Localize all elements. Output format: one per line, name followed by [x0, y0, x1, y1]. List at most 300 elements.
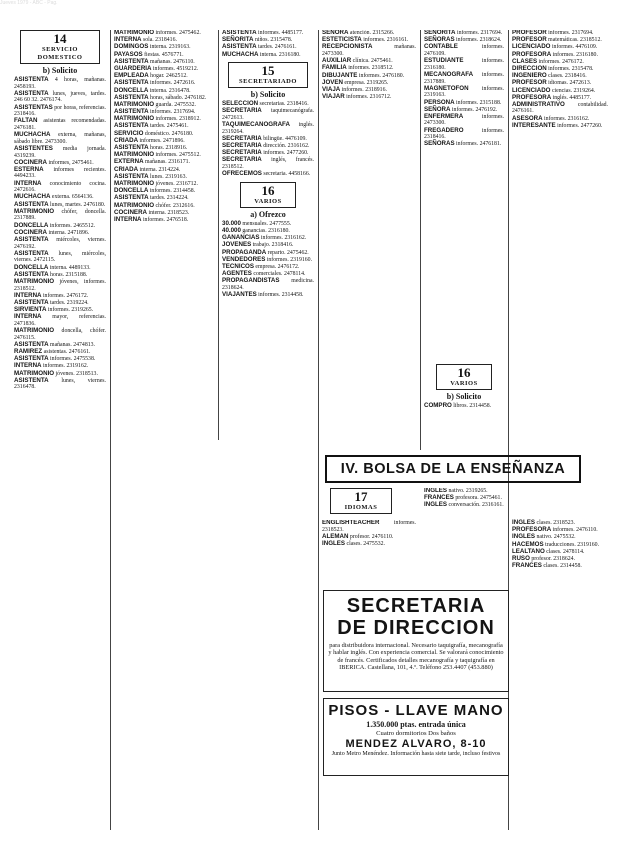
idiomas-ads-left: [322, 520, 416, 582]
ad-text: informes. 2476518.: [141, 216, 189, 223]
ad-text: clínica. 2475461.: [351, 58, 393, 65]
classified-ad: [424, 86, 504, 99]
ad-text: tardes. 2319224.: [48, 299, 89, 306]
ad-text: mañanas. 2474813.: [48, 341, 95, 348]
ad-text: trabajo. 2318416.: [251, 242, 294, 249]
ad-lead-word: ASISTENTA: [14, 249, 49, 257]
ad-text: ciencias. 2319264.: [550, 87, 596, 94]
classified-ad: [512, 123, 608, 130]
column-rule: [218, 30, 219, 440]
ad-text: medicina. 2318624.: [222, 278, 314, 291]
ad-lead-word: ASISTENTA: [114, 93, 149, 101]
ad-lead-word: MUCHACHA: [14, 193, 51, 201]
section-subheading: b) Solicito: [446, 392, 482, 401]
ad-lead-word: SEÑORITA: [222, 36, 254, 44]
ad-lead-word: GANANCIAS: [222, 234, 260, 242]
ad-lead-word: INTERNA: [114, 36, 142, 44]
ad-lead-word: PROFESORA: [512, 526, 552, 534]
ad-lead-word: SECRETARIA: [222, 142, 262, 150]
ad-lead-word: EXTERNA: [114, 158, 144, 166]
pisos-display-ad: [323, 698, 509, 776]
ad-text: externa, mañanas, sábado libre. 2473300.: [14, 132, 106, 145]
ad-lead-word: INGENIERO: [512, 72, 547, 80]
ad-text: informes. 2318416.: [424, 127, 504, 141]
ad-text: interna. 2319163.: [148, 44, 191, 51]
ad-lead-word: AUXILIAR: [322, 57, 352, 65]
ad-lead-word: CRIADA: [114, 136, 139, 144]
ad-text: informes. 2319163.: [424, 85, 504, 99]
column-2: [114, 30, 214, 830]
section-subheading: a) Ofrezco: [250, 209, 286, 219]
ad-text: secretaria. 4458166.: [261, 171, 311, 178]
ad-text: libros. 2314458.: [451, 403, 492, 409]
section-number: 15: [261, 63, 275, 79]
ad-text: horas, sábado. 2476182.: [148, 94, 207, 101]
ad-lead-word: ASISTENTA: [114, 194, 149, 202]
ad-lead-word: INTERNA: [14, 313, 42, 321]
ad-lead-word: JOVENES: [222, 241, 252, 249]
classified-ad: [222, 157, 314, 170]
ad-lead-word: SECRETARIA: [222, 156, 262, 164]
ad-lead-word: SELECCION: [222, 100, 259, 108]
ad-text: informes. 2477260.: [555, 122, 603, 129]
classified-ad: [322, 520, 416, 533]
ad-text: informes. 2319265.: [46, 307, 94, 314]
ad-lead-word: INTERESANTE: [512, 121, 556, 129]
ad-text: doméstico. 2476180.: [143, 130, 194, 137]
ad-text: externa. 6564136.: [50, 194, 94, 201]
ad-text: informes. 2317694.: [455, 30, 503, 36]
ad-text: informes. 4519212.: [151, 65, 199, 72]
ad-lead-word: MECANOGRAFA: [424, 70, 474, 78]
ad-lead-word: VENDEDORES: [222, 255, 266, 263]
section-box-16: [240, 182, 296, 208]
ad-text: informes. 4476109.: [550, 44, 598, 51]
section-box-14: [20, 30, 100, 64]
ad-lead-word: ASISTENTAS: [14, 103, 53, 111]
ad-lead-word: PROPAGANDA: [222, 248, 267, 256]
section-box-15: [228, 62, 308, 88]
ad-text: informes. 2316162.: [542, 115, 590, 122]
classified-ad: [114, 217, 214, 224]
classified-list: [222, 101, 314, 178]
ad-text: clases. 2318416.: [546, 73, 587, 80]
ad-lead-word: FRANCES: [424, 494, 454, 502]
ad-lead-word: TAQUIMECANOGRAFA: [222, 121, 290, 129]
ad-text: conversación. 2316161.: [447, 502, 504, 509]
classified-ad: [222, 108, 314, 121]
section-label: VARIOS: [450, 380, 478, 387]
classified-ad: [14, 378, 106, 391]
ad-lead-word: ASISTENTA: [114, 144, 149, 151]
ad-text: nativo. 2475532.: [535, 534, 576, 541]
ad-text: mayor, referencias. 2471836.: [14, 314, 106, 327]
ad-text: matemáticas. 2318512.: [546, 37, 602, 44]
ad-lead-word: INTERNA: [114, 215, 142, 223]
section-label: IDIOMAS: [344, 504, 378, 511]
ad-lead-word: MATRIMONIO: [114, 115, 155, 123]
ad-text: mañanas. 2473300.: [322, 44, 416, 57]
ad-text: informes. 2316712.: [344, 94, 392, 101]
ad-lead-word: TECNICOS: [222, 262, 254, 270]
classified-ad: [14, 77, 106, 90]
ad-text: informes. 2473300.: [424, 113, 504, 127]
ad-lead-word: INGLES: [424, 488, 448, 494]
classified-list: [322, 30, 416, 101]
ad-lead-word: INGLES: [512, 533, 536, 541]
ad-lead-word: ASISTENTA: [14, 298, 49, 306]
ad-lead-word: INTERNA: [14, 362, 42, 370]
ad-text: tardes. 2475461.: [148, 123, 189, 130]
ad-lead-word: DONCELLA: [14, 263, 49, 271]
ad-lead-word: DONCELLA: [114, 86, 149, 94]
classified-ad: [424, 502, 504, 509]
classified-ad: [14, 105, 106, 118]
ad-text: informes. 2475538.: [48, 356, 96, 363]
ad-lead-word: INGLES: [424, 501, 448, 509]
ad-lead-word: PAYASOS: [114, 50, 143, 58]
ad-text: bilingüe. 4476109.: [261, 135, 307, 142]
ad-lead-word: HACEMOS: [512, 540, 544, 548]
ad-lead-word: ASISTENTA: [114, 122, 149, 130]
ad-text: interna. 2316478.: [148, 87, 191, 94]
ad-text: interna. 2316180.: [258, 51, 301, 58]
ad-lead-word: FAMILIA: [322, 64, 347, 72]
column-rule: [420, 30, 421, 450]
classified-ad: [14, 91, 106, 104]
ad-text: interna. 4489133.: [48, 264, 91, 271]
section-number: 14: [53, 31, 67, 46]
classified-ad: [222, 171, 314, 178]
classified-list: [424, 30, 504, 360]
ad-lead-word: ESTETICISTA: [322, 36, 362, 44]
ad-text: informes. 2317889.: [424, 71, 504, 85]
ad-lead-word: MATRIMONIO: [14, 277, 55, 285]
classified-ad: [222, 122, 314, 135]
ad-lead-word: DOMINGOS: [114, 43, 149, 51]
column-1: [14, 30, 106, 830]
ad-lead-word: MATRIMONIO: [114, 30, 155, 36]
ad-lead-word: MUCHACHA: [14, 131, 51, 139]
ad-lead-word: ENGLISHTEACHER: [322, 520, 380, 526]
ad-text: jóvenes. 2316712.: [154, 180, 198, 187]
ad-text: informes. 2318912.: [154, 116, 201, 123]
ad-text: taquimecanógrafa. 2472613.: [222, 108, 314, 121]
ad-lead-word: MATRIMONIO: [14, 369, 55, 377]
section-subheading: b) Solicito: [250, 90, 286, 100]
ad-body: para distribuidora internacional. Necesario taquigrafía, mecanografía y hablar inglés. Con experiencia comercial. Se valorará conocimiento de francés. Certificados detalles mecanografía y taquigrafía en IBERICA. Castellana, 101, 4.º. Teléfono 253.4407 (453.880): [328, 642, 504, 671]
ad-text: informes. 2476172.: [537, 58, 584, 65]
ad-text: informes. 2475512.: [154, 152, 201, 159]
ad-lead-word: ASISTENTA: [14, 89, 49, 97]
ad-lead-word: MATRIMONIO: [14, 207, 55, 215]
ad-lead-word: SEÑORITA: [424, 30, 456, 36]
ad-lead-word: DONCELLA: [114, 187, 149, 195]
ad-text: informes. 2477260.: [261, 150, 309, 157]
column-6: [512, 30, 608, 830]
ad-text: jóvenes, informes. 2318512.: [14, 278, 106, 292]
classified-ad: [222, 52, 314, 59]
ad-lead-word: ADMINISTRATIVO: [512, 100, 565, 108]
section-number: 16: [261, 182, 275, 198]
ad-lead-word: COCINERA: [14, 158, 48, 166]
ad-text: contabilidad. 2476161.: [512, 101, 608, 115]
idiomas-ads-right: [424, 488, 504, 582]
ad-lead-word: AGENTES: [222, 270, 252, 278]
ad-lead-word: ASISTENTA: [114, 57, 149, 65]
classified-list: [222, 221, 314, 299]
ad-lead-word: SECRETARIA: [222, 107, 262, 115]
ad-text: conocimiento cocina. 2472616.: [14, 180, 106, 194]
classified-ad: [14, 328, 106, 341]
ad-lead-word: MUCHACHA: [222, 50, 259, 58]
column-rule: [110, 30, 111, 830]
ad-text: informes. 2318512.: [346, 65, 394, 72]
section-banner: IV. BOLSA DE LA ENSEÑANZA: [325, 455, 581, 483]
classified-ad: [322, 541, 416, 548]
classified-ad: [14, 132, 106, 145]
ad-lead-word: CONTABLE: [424, 43, 458, 51]
ad-lead-word: GUARDERIA: [114, 64, 152, 72]
section-subheading: b) Solicito: [42, 66, 78, 75]
classified-ad: [222, 278, 314, 291]
ad-text: atención. 2315266.: [348, 30, 395, 36]
ad-text: por horas, referencias. 2318416.: [14, 104, 106, 118]
classified-ad: [14, 181, 106, 194]
ad-lead-word: EMPLEADA: [114, 72, 149, 80]
ad-text: ganancias. 2316180.: [240, 228, 290, 235]
classified-ad: [14, 167, 106, 180]
ad-lead-word: ASISTENTES: [14, 144, 53, 152]
ad-lead-word: ASISTENTA: [14, 76, 49, 83]
ad-lead-word: LICENCIADO: [512, 86, 551, 94]
ad-lead-word: PERSONA: [424, 98, 455, 106]
ad-lead-word: PROFESOR: [512, 79, 547, 87]
column-rule: [318, 30, 319, 830]
ad-text: clases. 2318523.: [535, 520, 575, 526]
ad-text: profesor. 2318624.: [529, 555, 575, 562]
section-label: VARIOS: [254, 197, 282, 205]
ad-text: empresa. 2319265.: [342, 79, 389, 86]
ad-lead-word: DIRECCION: [512, 64, 547, 72]
ad-lead-word: SEÑORAS: [424, 140, 455, 148]
ad-text: sola. 2318416.: [141, 37, 177, 44]
ad-text: informes. 2314458.: [148, 188, 196, 195]
ad-text: informes. 2318624.: [454, 37, 502, 44]
classified-list: [14, 77, 106, 391]
ad-lead-word: ASISTENTA: [114, 108, 149, 116]
classified-ad: [14, 314, 106, 327]
ad-text: informes. 2315478.: [546, 65, 594, 72]
ad-lead-word: ESTUDIANTE: [424, 57, 464, 65]
classified-ad: [424, 114, 504, 127]
ad-lead-word: ASISTENTA: [14, 270, 49, 278]
ad-text: 4 horas, mañanas. 2458193.: [14, 77, 106, 90]
classified-list: [424, 488, 504, 509]
ad-text: guarda. 2475532.: [154, 101, 196, 108]
section-box-16: [436, 364, 492, 390]
classified-list: [114, 30, 214, 223]
ad-text: dirección. 2316162.: [261, 143, 310, 150]
classified-ad: [424, 44, 504, 57]
ad-title-line-1: SECRETARIA: [346, 595, 486, 617]
ad-text: informes. 2315188.: [454, 99, 502, 106]
classified-list: [512, 30, 608, 450]
ad-text: interna. 2314224.: [138, 166, 181, 173]
section-label: SERVICIO DOMESTICO: [37, 46, 83, 61]
classified-list: [222, 30, 314, 58]
ad-text: informes. 2475462.: [154, 30, 201, 36]
classified-ad: [222, 292, 314, 299]
classified-ad: [322, 44, 416, 57]
ad-text: informes. 2317694.: [546, 30, 594, 36]
ad-text: lunes, viernes. 2316478.: [14, 377, 106, 391]
ad-text: profesor. 2476110.: [348, 533, 394, 540]
ad-text: informes. 2476192.: [450, 106, 498, 113]
ad-text: informes. 2314458.: [256, 292, 304, 299]
ad-text: informes. 4485177.: [256, 30, 304, 36]
ad-lead-word: 30.000: [222, 219, 241, 227]
classified-list: [512, 520, 608, 570]
ad-lead-word: INGLES: [322, 539, 346, 547]
classified-ad: [14, 146, 106, 159]
ad-lead-word: MATRIMONIO: [114, 100, 155, 108]
ad-text: informes. 2476180.: [357, 72, 405, 79]
ad-text: lunes. 2319163.: [148, 173, 187, 180]
ad-address: MENDEZ ALVARO, 8-10: [345, 737, 487, 750]
secretaria-display-ad: [323, 590, 509, 692]
ad-text: clases. 2478114.: [544, 548, 585, 555]
ad-lead-word: ASISTENTA: [222, 30, 257, 36]
ad-text: reparto. 2475462.: [266, 249, 309, 256]
ad-lead-word: SERVICIO: [114, 129, 144, 137]
ad-text: media jornada. 4319239.: [14, 145, 106, 159]
ad-lead-word: OFRECEMOS: [222, 170, 262, 178]
ad-lead-word: COMPRO: [424, 402, 452, 409]
ad-lead-word: SEÑORA: [322, 30, 349, 36]
ad-lead-word: SEÑORA: [424, 105, 451, 113]
ad-lead-word: ASESORA: [512, 114, 543, 122]
classified-ad: [512, 102, 608, 115]
ad-lead-word: ASISTENTA: [114, 172, 149, 180]
ad-text: fiestas. 4576771.: [142, 51, 184, 58]
ad-lead-word: PROFESORA: [512, 50, 552, 58]
ad-lead-word: ASISTENTA: [222, 43, 257, 51]
ad-lead-word: LEALTANO: [512, 547, 545, 555]
column-5: [424, 30, 504, 450]
ad-lead-word: PROFESOR: [512, 30, 547, 36]
ad-text: inglés. 2319264.: [222, 122, 314, 135]
classified-ad: [14, 237, 106, 250]
classified-ad: [424, 58, 504, 71]
classified-ad: [14, 279, 106, 292]
ad-text: horas. 2315188.: [48, 271, 88, 278]
ad-lead-word: LICENCIADO: [512, 43, 551, 51]
classified-ad: [14, 209, 106, 222]
ad-text: clases. 2475532.: [345, 540, 385, 547]
classified-ad: [424, 128, 504, 141]
ad-text: empresa. 2476172.: [253, 263, 300, 270]
ad-text: informes. 2316180.: [551, 51, 598, 58]
section-number: 16: [457, 365, 471, 380]
ad-text: informes. 2318523.: [322, 520, 416, 533]
ad-text: informes recientes. 4494233.: [14, 166, 106, 180]
ad-text: lunes, martes. 2476180.: [48, 201, 106, 208]
ad-lead-word: FALTAN: [14, 117, 38, 125]
ad-text: inglés, francés. 2318512.: [222, 157, 314, 171]
ad-lead-word: ASISTENTA: [14, 340, 49, 348]
ad-text: informes. 2316161.: [361, 37, 409, 44]
ad-text: informes. 2316162.: [259, 235, 307, 242]
classified-ad: [424, 72, 504, 85]
ad-lead-word: FRANCES: [512, 562, 542, 570]
ad-lead-word: 40.000: [222, 227, 241, 235]
ad-text: lunes, jueves, tardes. 246 60 32. 2476174.: [14, 90, 106, 104]
ad-text: informes. 2476109.: [424, 44, 504, 57]
ad-text: asistentas. 2476161.: [42, 349, 91, 355]
ad-text: profesora. 2475461.: [453, 495, 502, 502]
ad-lead-word: VIAJAR: [322, 93, 345, 101]
ad-text: mensuales. 2477555.: [240, 220, 292, 227]
ad-text: clases. 2314458.: [541, 563, 582, 570]
ad-text: tardes. 2314224.: [148, 195, 189, 202]
ad-text: horas. 2318916.: [148, 145, 188, 151]
ad-lead-word: ASISTENTA: [14, 235, 49, 243]
classified-ad: [14, 118, 106, 131]
ad-text: informes. 2317694.: [148, 109, 196, 116]
ad-text: comerciales. 2478114.: [251, 271, 306, 278]
ad-text: informes. 2476172.: [41, 292, 89, 299]
ad-text: informes. 2316180.: [424, 58, 504, 71]
ad-title: PISOS - LLAVE MANO: [328, 702, 504, 719]
ad-lead-word: MATRIMONIO: [114, 151, 155, 159]
ad-lead-word: ALEMAN: [322, 532, 349, 540]
ad-lead-word: COCINERA: [114, 208, 148, 216]
ad-text: asistentas recomendadas. 2476181.: [14, 118, 106, 131]
ad-text: informes. 2319162.: [41, 363, 89, 370]
ad-price: 1.350.000 ptas. entrada única: [366, 720, 466, 729]
ad-text: doncella, chófer. 2476115.: [14, 328, 106, 341]
ad-lead-word: PROPAGANDISTAS: [222, 277, 280, 285]
classified-ad: [424, 403, 504, 410]
header-text: Jueves 1979 - ABC - Pag.: [0, 0, 58, 6]
section-box-17: [330, 488, 392, 514]
ad-lead-word: DONCELLA: [14, 221, 49, 229]
ad-lead-word: FREGADERO: [424, 126, 464, 134]
ad-lead-word: RAMIREZ: [14, 348, 43, 355]
ad-rooms: Cuatro dormitorios Dos baños: [376, 730, 456, 737]
ad-text: informes. 2319160.: [265, 256, 313, 263]
ad-lead-word: DIBUJANTE: [322, 71, 358, 79]
ad-text: interna. 2471896.: [47, 229, 90, 236]
ad-text: nativo. 2319265.: [447, 488, 488, 494]
ad-lead-word: SECRETARIA: [222, 134, 262, 142]
section-label: SECRETARIADO: [239, 78, 297, 86]
ad-text: informes. 2472616.: [148, 80, 196, 87]
ad-text: niños. 2315478.: [253, 37, 293, 44]
ad-text: inglés. 4485177.: [551, 94, 592, 101]
ad-lead-word: MAGNETOFON: [424, 84, 469, 92]
ad-lead-word: ENFERMERA: [424, 112, 464, 120]
ad-lead-word: SIRVIENTA: [14, 306, 47, 314]
ad-text: tardes. 2476161.: [256, 44, 297, 51]
ad-text: hogar. 2462512.: [148, 73, 188, 80]
ad-lead-word: ASISTENTA: [114, 79, 149, 87]
ad-text: miércoles, viernes. 2476192.: [14, 236, 106, 250]
ad-lead-word: VIAJA: [322, 85, 341, 93]
column-3-lower: [222, 440, 314, 820]
classified-ad: [424, 141, 504, 148]
